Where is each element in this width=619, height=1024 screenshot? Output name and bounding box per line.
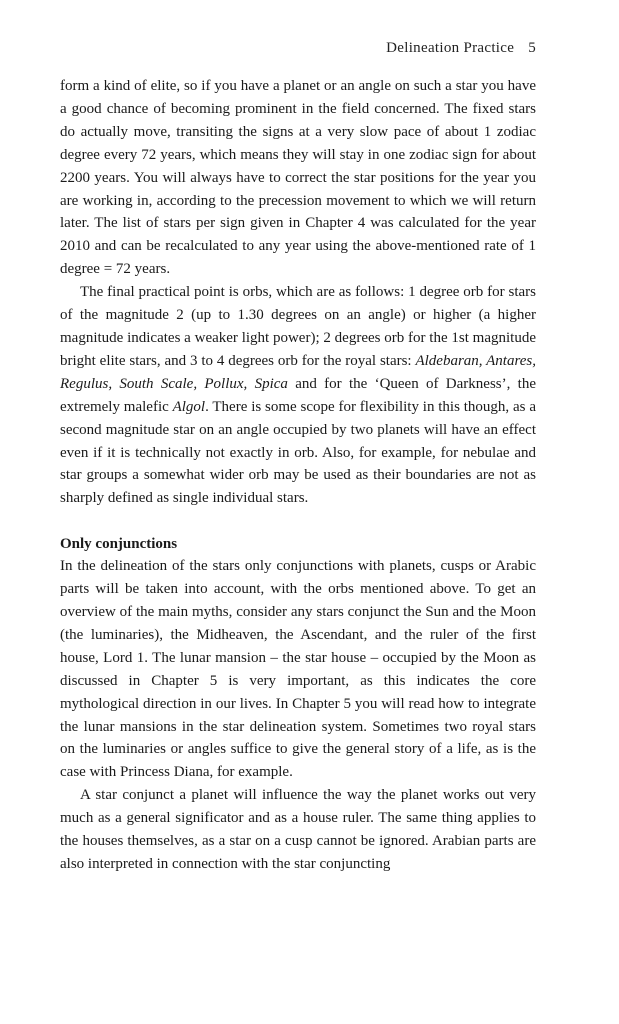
- page-number: 5: [528, 40, 536, 56]
- orbs-text-3: . There is some scope for flexibility in this though, as a second magnitude star on an angle occupied by two planets will have an effect even if it is technically not exactly in orb. Also, for example, for nebulae and star groups a somewhat wider orb may be used as their boundaries are not as sharply defined as single individual stars.: [60, 398, 536, 507]
- paragraph-conjunctions: In the delineation of the stars only conjunctions with planets, cusps or Arabic parts will be taken into account, with the orbs mentioned above. To get an overview of the main myths, consider any stars conjunct the Sun and the Moon (the luminaries), the Midheaven, the Ascendant, and the ruler of the first house, Lord 1. The lunar mansion – the star house – occupied by the Moon as discussed in Chapter 5 is very important, as this indicates the core mythological direction in our lives. In Chapter 5 you will read how to integrate the lunar mansions in the star delineation system. Sometimes two royal stars on the luminaries or angles suffice to give the general story of a life, as is the case with Princess Diana, for example.: [60, 558, 536, 781]
- section-heading: Only conjunctions: [60, 536, 178, 553]
- running-header: [60, 40, 536, 57]
- orbs-text-2: and for the ‘Queen of Darkness’, the extremely malefic: [60, 375, 536, 415]
- algol-name: Algol: [172, 398, 206, 415]
- orbs-text-1: The final practical point is orbs, which are as follows: 1 degree orb for stars of the magnitude 2 (up to 1.30 degrees on an angle) or higher (a higher magnitude indicates a weaker light power); 2 degrees orb for the 1st magnitude bright elite stars, and 3 to 4 degrees orb for the royal stars:: [60, 284, 536, 369]
- paragraph-star-planet: A star conjunct a planet will influence the way the planet works out very much as a general significator and as a house ruler. The same thing applies to the houses themselves, as a star on a cusp cannot be ignored. Arabian parts are also interpreted in connection with the star conjuncting: [60, 787, 536, 872]
- royal-stars-list: Aldebaran, Antares, Regulus, South Scale, Pollux, Spica: [60, 352, 536, 392]
- running-title: Delineation Practice: [386, 40, 515, 56]
- book-page: [60, 40, 536, 876]
- paragraph-orbs: [60, 281, 536, 510]
- paragraph-continuation: form a kind of elite, so if you have a planet or an angle on such a star you have a good chance of becoming prominent in the field concerned. The fixed stars do actually move, transiting the signs at a very slow pace of about 1 zodiac degree every 72 years, which means they will stay in one zodiac sign for about 2200 years. You will always have to correct the star positions for the year you are working in, according to the precession movement to which we will return later. The list of stars per sign given in Chapter 4 was calculated for the year 2010 and can be recalculated to any year using the above-mentioned rate of 1 degree = 72 years.: [60, 78, 536, 278]
